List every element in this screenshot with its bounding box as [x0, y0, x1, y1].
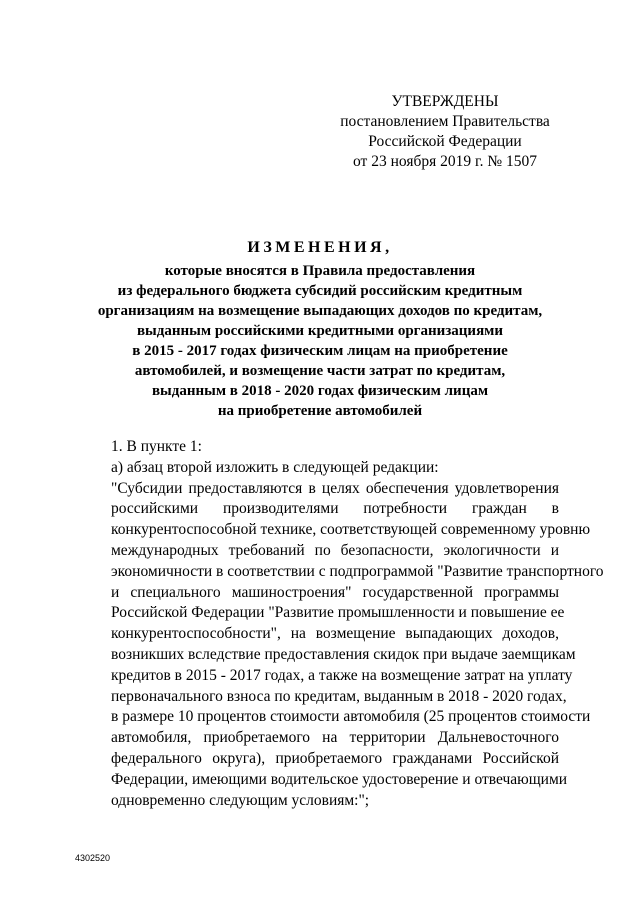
approval-stamp — [330, 92, 560, 172]
quote-line: экономичности в соответствии с подпрограммой "Развитие транспортного — [111, 562, 604, 580]
item-1-a: а) абзац второй изложить в следующей редакции: — [111, 458, 439, 476]
quote-line: "Субсидии предоставляются в целях обеспечения удовлетворения — [111, 479, 559, 497]
subtitle-line: организациям на возмещение выпадающих доходов по кредитам, — [97, 303, 543, 319]
subtitle-line: которые вносятся в Правила предоставления — [164, 263, 476, 279]
subtitle-line: в 2015 - 2017 годах физическим лицам на приобретение — [132, 343, 508, 359]
document-body — [75, 437, 604, 811]
item-1: 1. В пункте 1: — [111, 438, 202, 455]
approval-line: Российской Федерации — [368, 133, 522, 150]
approval-date-number: от 23 ноября 2019 г. № 1507 — [353, 153, 537, 170]
quote-line: первоначального взноса по кредитам, выданным в 2018 - 2020 годах, — [111, 687, 567, 705]
approval-line: постановлением Правительства — [340, 113, 550, 130]
quoted-paragraph — [75, 479, 604, 812]
quote-line: конкурентоспособности", на возмещение выпадающих доходов, — [111, 625, 559, 643]
quote-line: кредитов в 2015 - 2017 годах, а также на возмещение затрат на уплату — [111, 666, 573, 684]
quote-line: федерального округа), приобретаемого гражданами Российской — [111, 749, 559, 767]
document-title: ИЗМЕНЕНИЯ, — [247, 239, 393, 256]
quote-line: в размере 10 процентов стоимости автомобиля (25 процентов стоимости — [111, 708, 591, 726]
approval-heading: УТВЕРЖДЕНЫ — [391, 93, 499, 110]
quote-line: Федерации, имеющими водительское удостоверение и отвечающими — [111, 770, 568, 788]
subtitle-line: выданным в 2018 - 2020 годах физическим лицам — [151, 383, 489, 399]
quote-line: российскими производителями потребности граждан в — [111, 500, 559, 518]
subtitle-line: из федерального бюджета субсидий российским кредитным — [117, 283, 523, 299]
subtitle-line: выданным российскими кредитными организациями — [136, 323, 504, 339]
quote-line: автомобиля, приобретаемого на территории Дальневосточного — [111, 729, 559, 747]
quote-line: одновременно следующим условиям:"; — [111, 791, 370, 809]
quote-line: конкурентоспособной технике, соответствующей современному уровню — [111, 521, 591, 539]
quote-line: международных требований по безопасности, экологичности и — [111, 541, 559, 559]
subtitle-line: на приобретение автомобилей — [217, 403, 423, 419]
quote-line: Российской Федерации "Развитие промышленности и повышение ее — [111, 604, 565, 622]
quote-line: и специального машиностроения" государственной программы — [111, 583, 559, 601]
quote-line: возникших вследствие предоставления скидок при выдаче заемщикам — [111, 645, 576, 663]
subtitle-line: автомобилей, и возмещение части затрат по кредитам, — [134, 363, 506, 379]
document-subtitle — [60, 261, 580, 421]
document-number: 4302520 — [75, 853, 111, 863]
